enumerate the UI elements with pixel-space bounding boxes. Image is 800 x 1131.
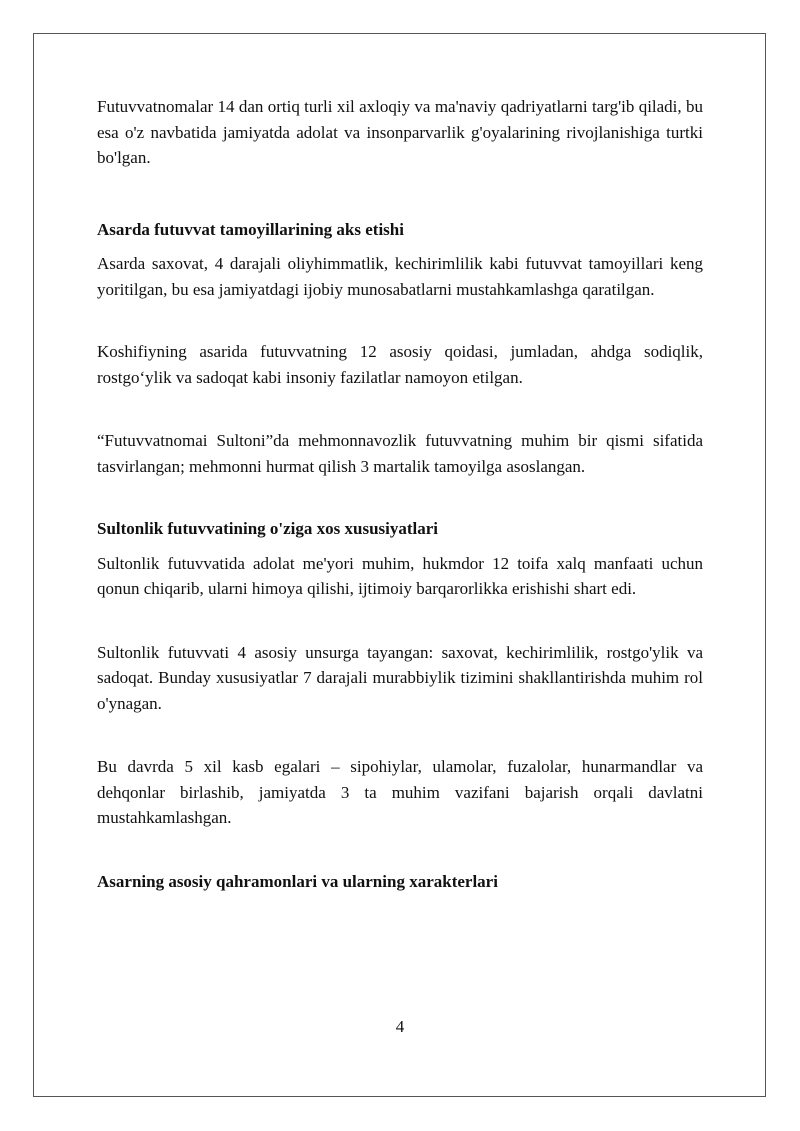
section-heading: Sultonlik futuvvatining o'ziga xos xususiyatlari <box>97 519 439 538</box>
paragraph: Sultonlik futuvvatida adolat me'yori muhim, hukmdor 12 toifa xalq manfaati uchun qonun chiqarib, ularni himoya qilishi, ijtimoiy barqarorlikka erishishi shart edi. <box>97 553 703 598</box>
paragraph: Futuvvatnomalar 14 dan ortiq turli xil axloqiy va ma'naviy qadriyatlarni targ'ib qiladi, bu esa o'z navbatida jamiyatda adolat va insonparvarlik g'oyalarining rivojlanishiga turtki bo'lgan. <box>97 97 703 167</box>
paragraph: “Futuvvatnomai Sultoni”da mehmonnavozlik futuvvatning muhim bir qismi sifatida tasvirlangan; mehmonni hurmat qilish 3 martalik tamoyilga asoslangan. <box>97 431 703 476</box>
paragraph: Sultonlik futuvvati 4 asosiy unsurga tayangan: saxovat, kechirimlilik, rostgo'ylik va sadoqat. Bunday xususiyatlar 7 darajali murabbiylik tizimini shakllantirishda muhim rol o'ynagan. <box>97 642 703 713</box>
paragraph: Koshifiyning asarida futuvvatning 12 asosiy qoidasi, jumladan, ahdga sodiqlik, rostgo‘ylik va sadoqat kabi insoniy fazilatlar namoyon etilgan. <box>97 342 703 387</box>
paragraph: Bu davrda 5 xil kasb egalari – sipohiylar, ulamolar, fuzalolar, hunarmandlar va dehqonlar birlashib, jamiyatda 3 ta muhim vazifani bajarish orqali davlatni mustahkamlashgan. <box>97 757 703 827</box>
section-heading: Asarning asosiy qahramonlari va ularning xarakterlari <box>97 871 498 891</box>
page-number: 4 <box>395 1017 405 1036</box>
document-body <box>97 94 703 894</box>
section-heading: Asarda futuvvat tamoyillarining aks etishi <box>97 219 404 239</box>
paragraph: Asarda saxovat, 4 darajali oliyhimmatlik, kechirimlilik kabi futuvvat tamoyillari keng yoritilgan, bu esa jamiyatdagi ijobiy munosabatlarni mustahkamlashga qaratilgan. <box>97 254 703 299</box>
